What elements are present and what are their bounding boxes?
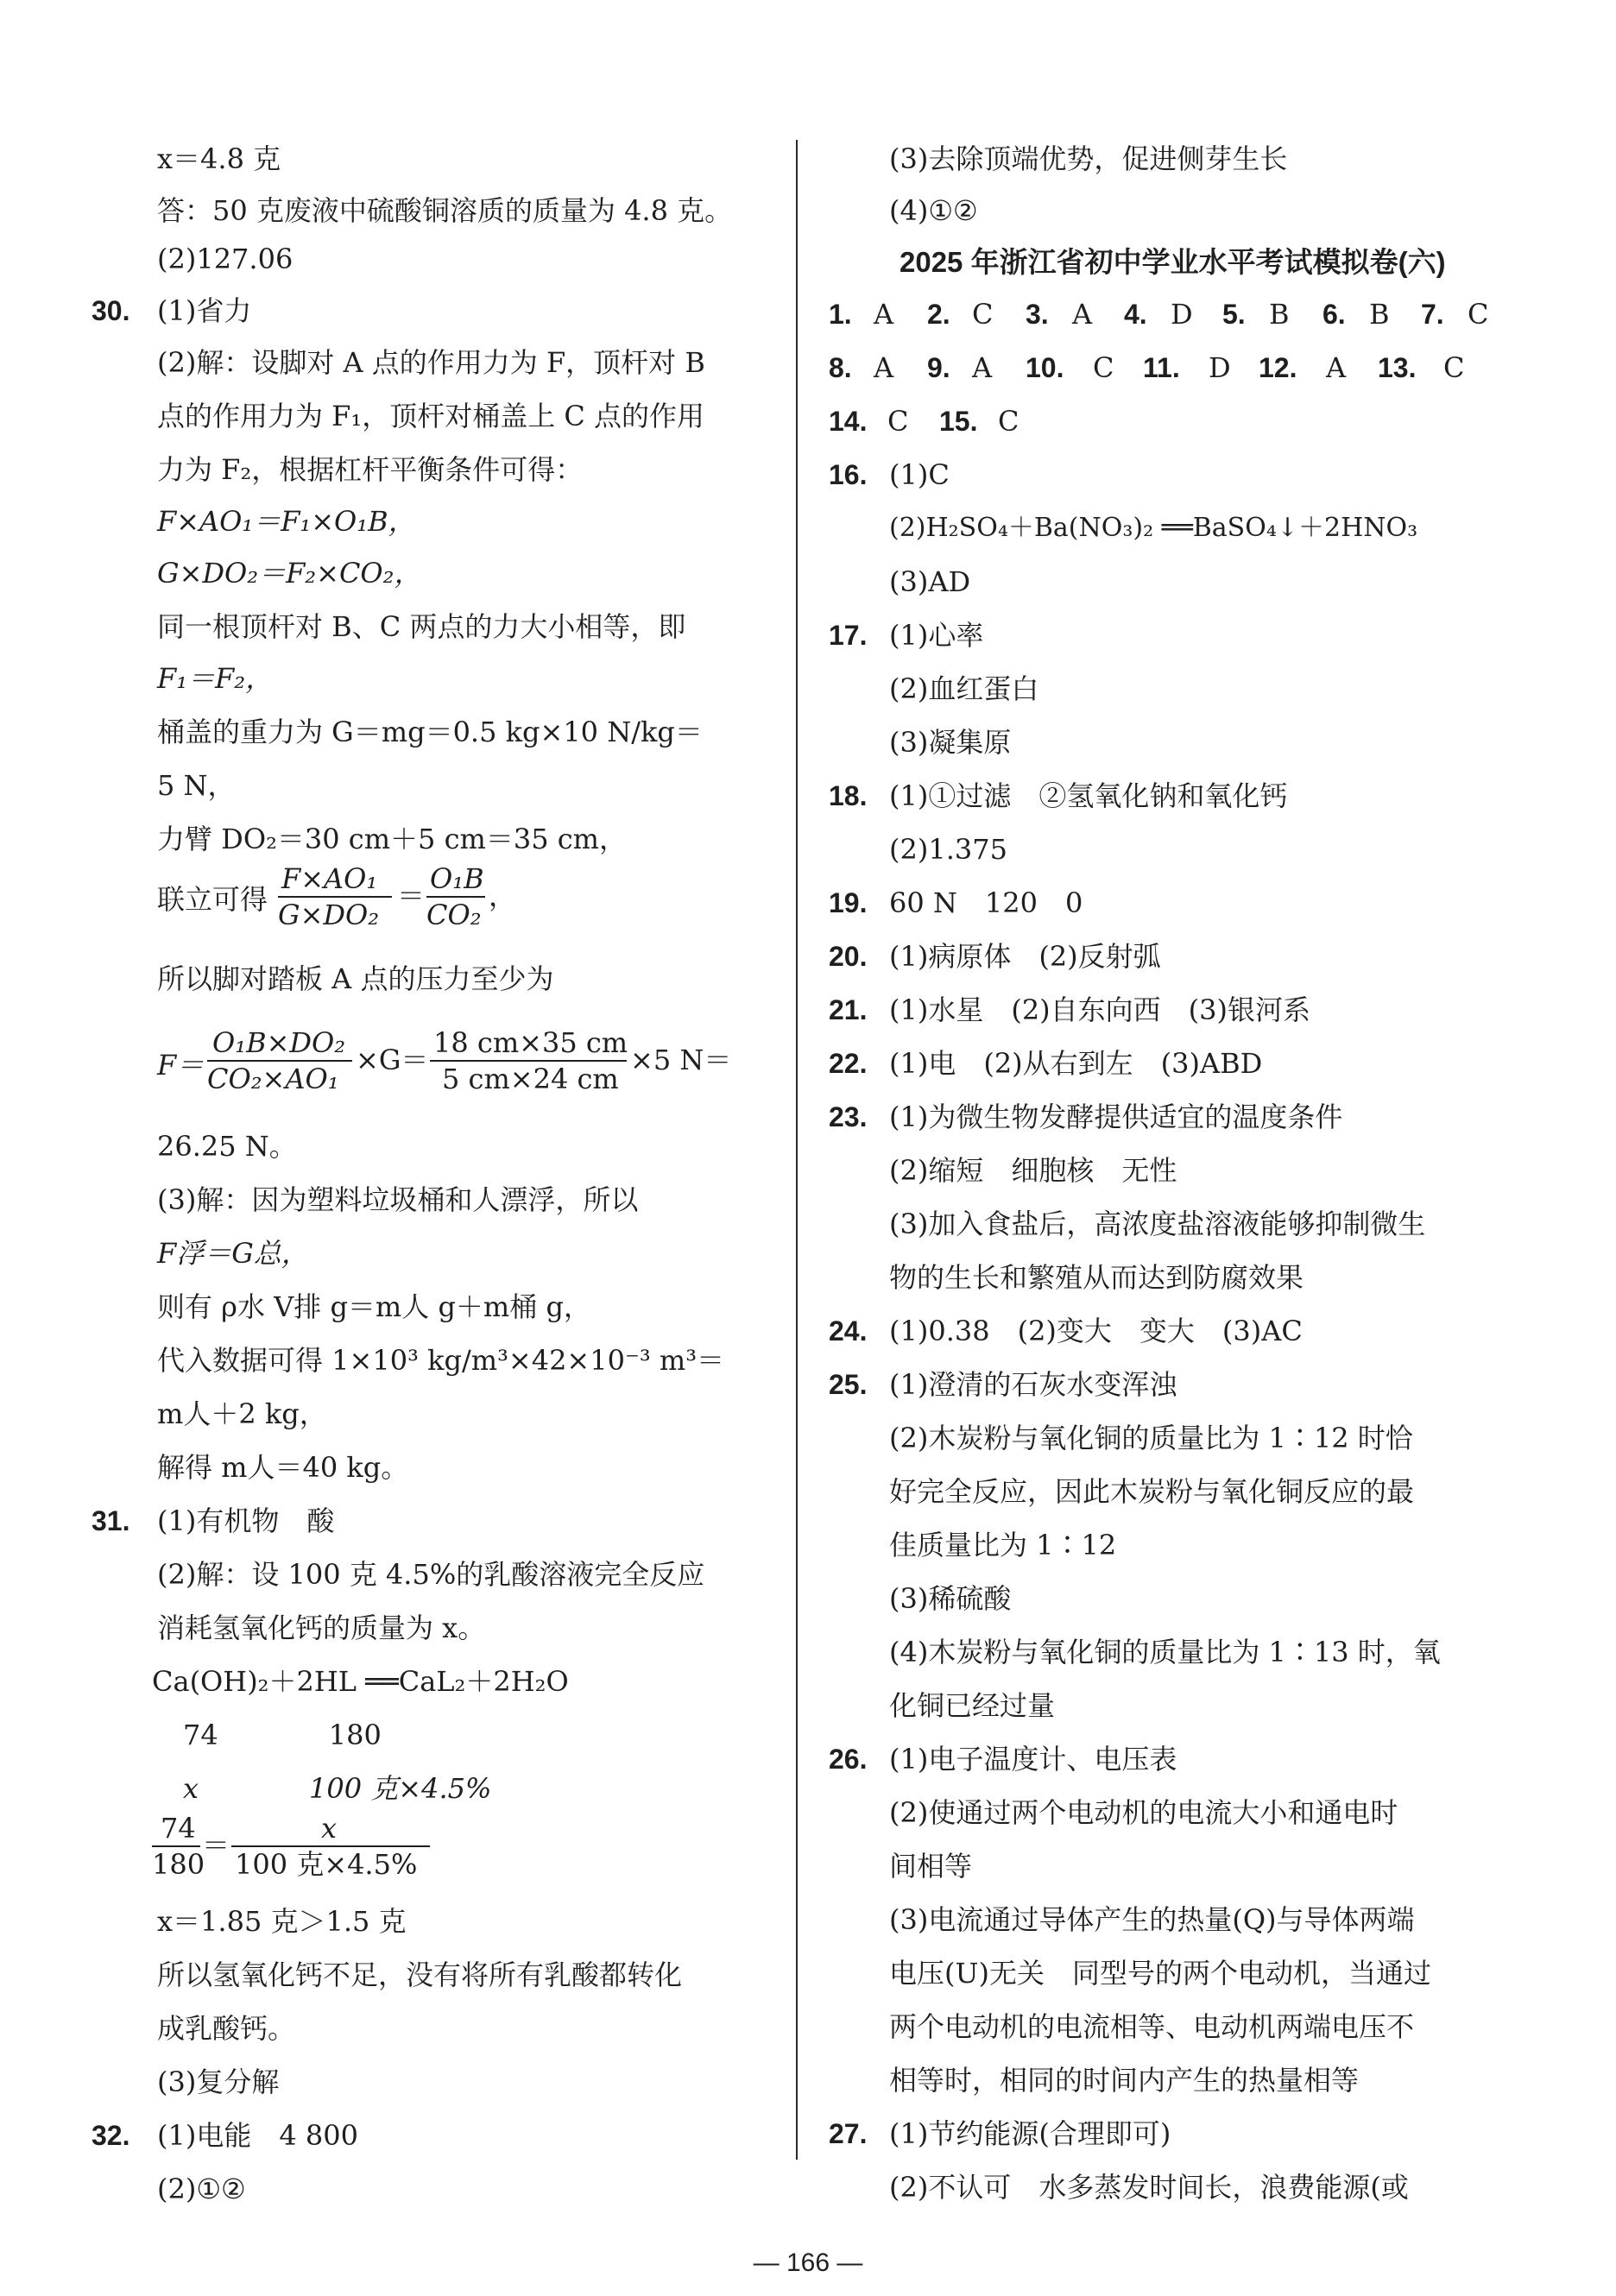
mc-answer: A <box>874 351 894 384</box>
text-line: (1)有机物 酸 <box>157 1504 335 1537</box>
text-line: F浮＝G总， <box>157 1237 309 1270</box>
question-number: 3. <box>1026 299 1049 330</box>
mc-answer: D <box>1171 298 1193 331</box>
text-line: 所以氢氧化钙不足，没有将所有乳酸都转化 <box>157 1959 683 1991</box>
question-number: 26. <box>829 1744 868 1775</box>
answer-line: (1)为微生物发酵提供适宜的温度条件 <box>889 1101 1343 1133</box>
fraction-denominator: 100 克×4.5% <box>235 1848 418 1881</box>
answer-line: (2)使通过两个电动机的电流大小和通电时 <box>889 1796 1398 1829</box>
column-divider <box>796 140 798 2160</box>
text-line: (3)解：因为塑料垃圾桶和人漂浮，所以 <box>157 1183 639 1216</box>
question-number: 11. <box>1143 352 1180 383</box>
text-line: 桶盖的重力为 G＝mg＝0.5 kg×10 N/kg＝ <box>157 716 703 748</box>
text-line: 同一根顶杆对 B、C 两点的力大小相等，即 <box>157 610 686 643</box>
mc-answer: C <box>998 405 1019 438</box>
answer-line: 物的生长和繁殖从而达到防腐效果 <box>889 1261 1304 1294</box>
question-number: 5. <box>1222 299 1246 330</box>
question-number: 25. <box>829 1369 868 1400</box>
mc-answer: A <box>874 298 894 331</box>
text-line: 消耗氢氧化钙的质量为 x。 <box>157 1612 486 1644</box>
fraction-bar <box>278 896 392 898</box>
formula-operator: ×G＝ <box>356 1044 429 1076</box>
fraction-bar <box>426 896 485 898</box>
answer-line: 间相等 <box>889 1850 973 1883</box>
fraction-denominator: CO₂×AO₁ <box>207 1063 339 1095</box>
answer-line: 两个电动机的电流相等、电动机两端电压不 <box>889 2010 1415 2043</box>
question-number: 19. <box>829 887 868 918</box>
question-number: 16. <box>829 459 868 490</box>
question-number: 32. <box>92 2120 130 2151</box>
question-number: 21. <box>829 994 868 1025</box>
fraction-numerator: 74 <box>161 1812 196 1845</box>
text-line: 代入数据可得 1×10³ kg/m³×42×10⁻³ m³＝ <box>157 1344 725 1377</box>
fraction-numerator: O₁B×DO₂ <box>212 1026 346 1059</box>
mc-answer: C <box>972 298 994 331</box>
mc-answer: A <box>1072 298 1093 331</box>
fraction-numerator: 18 cm×35 cm <box>433 1026 628 1059</box>
answer-line: 60 N 120 0 <box>889 886 1083 919</box>
answer-line: (4)木炭粉与氧化铜的质量比为 1∶13 时，氧 <box>889 1636 1441 1668</box>
answer-line: (2)H₂SO₄＋Ba(NO₃)₂ ══BaSO₄↓＋2HNO₃ <box>889 513 1418 543</box>
formula-fraction <box>207 1027 768 1100</box>
question-number: 9. <box>927 352 950 383</box>
answer-line: (1)电 (2)从右到左 (3)ABD <box>889 1047 1263 1080</box>
text-line: 力为 F₂，根据杠杆平衡条件可得： <box>157 453 584 486</box>
mc-answer: C <box>1093 351 1114 384</box>
mc-answer: B <box>1269 298 1290 331</box>
text-line: (3)去除顶端优势，促进侧芽生长 <box>889 142 1288 175</box>
text-line: 答：50 克废液中硫酸铜溶质的质量为 4.8 克。 <box>157 194 733 227</box>
answer-line: (1)心率 <box>889 619 984 652</box>
question-number: 31. <box>92 1505 130 1536</box>
answer-line: (1)电子温度计、电压表 <box>889 1743 1177 1776</box>
text-line: (4)①② <box>889 194 978 227</box>
mc-answer: C <box>887 405 909 438</box>
question-number: 22. <box>829 1048 868 1079</box>
mc-answer: D <box>1209 351 1231 384</box>
fraction-denominator: 5 cm×24 cm <box>442 1063 619 1095</box>
text-line: x 100 克×4.5% <box>183 1772 492 1805</box>
answer-line: (3)凝集原 <box>889 726 1012 759</box>
question-number: 13. <box>1378 352 1417 383</box>
text-line: 联立可得 <box>157 883 268 916</box>
equals-sign: ＝ <box>397 880 426 912</box>
question-number: 27. <box>829 2118 868 2149</box>
text-line: (2)解：设 100 克 4.5%的乳酸溶液完全反应 <box>157 1558 705 1591</box>
answer-line: 佳质量比为 1∶12 <box>889 1529 1117 1561</box>
fraction-bar <box>231 1845 430 1847</box>
answer-line: (2)不认可 水多蒸发时间长，浪费能源(或 <box>889 2171 1409 2204</box>
text-line: 成乳酸钙。 <box>157 2012 296 2045</box>
text-line: (2)①② <box>157 2173 246 2205</box>
answer-line: (2)木炭粉与氧化铜的质量比为 1∶12 时恰 <box>889 1422 1413 1454</box>
text-line: F×AO₁＝F₁×O₁B， <box>157 505 416 538</box>
page-number: — 166 — <box>753 2249 863 2277</box>
question-number: 1. <box>829 299 852 330</box>
answer-line: 相等时，相同的时间内产生的热量相等 <box>889 2064 1360 2097</box>
question-number: 18. <box>829 780 868 811</box>
answer-line: (1)病原体 (2)反射弧 <box>889 940 1161 973</box>
equals-sign: ＝ <box>202 1829 230 1862</box>
fraction-denominator: G×DO₂ <box>278 899 380 931</box>
question-number: 12. <box>1259 352 1297 383</box>
text-line: (2)127.06 <box>157 243 294 275</box>
answer-line: (1)水星 (2)自东向西 (3)银河系 <box>889 993 1310 1026</box>
fraction-bar <box>430 1060 627 1062</box>
text-line: 26.25 N。 <box>157 1130 297 1163</box>
answer-line: 化铜已经过量 <box>889 1689 1056 1722</box>
fraction-denominator: CO₂ <box>426 899 482 931</box>
text-line: 点的作用力为 F₁，顶杆对桶盖上 C 点的作用 <box>157 400 705 432</box>
text-line: (3)复分解 <box>157 2066 280 2098</box>
fraction-bar <box>152 1845 200 1847</box>
answer-line: 电压(U)无关 同型号的两个电动机，当通过 <box>889 1957 1431 1990</box>
question-number: 15. <box>939 406 978 437</box>
text-line: m人＋2 kg， <box>157 1397 327 1430</box>
text-line: 所以脚对踏板 A 点的压力至少为 <box>157 962 554 995</box>
answer-line: (2)血红蛋白 <box>889 672 1039 705</box>
answer-line: (1)0.38 (2)变大 变大 (3)AC <box>889 1315 1303 1347</box>
question-number: 6. <box>1322 299 1346 330</box>
mc-answer: C <box>1468 298 1489 331</box>
text-line: F＝ <box>157 1049 205 1082</box>
question-number: 8. <box>829 352 852 383</box>
formula-fraction <box>278 862 517 936</box>
fraction-bar <box>207 1060 352 1062</box>
text-line: G×DO₂＝F₂×CO₂， <box>157 557 422 590</box>
section-title: 2025 年浙江省初中学业水平考试模拟卷(六) <box>900 246 1446 278</box>
mc-answer: A <box>972 351 993 384</box>
fraction-numerator: O₁B <box>430 862 484 895</box>
answer-line: (1)C <box>889 458 950 491</box>
text-line: x＝4.8 克 <box>157 142 281 175</box>
text-line: x＝1.85 克＞1.5 克 <box>157 1905 407 1938</box>
question-number: 20. <box>829 941 868 972</box>
answer-line: (2)1.375 <box>889 833 1007 866</box>
question-number: 24. <box>829 1315 868 1347</box>
answer-line: (1)节约能源(合理即可) <box>889 2117 1171 2150</box>
question-number: 17. <box>829 620 868 651</box>
text-line: 解得 m人＝40 kg。 <box>157 1451 409 1484</box>
comma: ， <box>489 880 517 912</box>
question-number: 4. <box>1124 299 1147 330</box>
text-line: 5 N， <box>157 769 236 802</box>
question-number: 10. <box>1026 352 1064 383</box>
formula-fraction <box>152 1813 445 1885</box>
answer-line: 好完全反应，因此木炭粉与氧化铜反应的最 <box>889 1475 1415 1508</box>
mc-answer: C <box>1443 351 1465 384</box>
text-line: F₁＝F₂， <box>157 662 274 695</box>
question-number: 7. <box>1421 299 1444 330</box>
answer-line: (1)①过滤 ②氢氧化钠和氧化钙 <box>889 779 1288 812</box>
question-number: 2. <box>927 299 950 330</box>
answer-line: (2)缩短 细胞核 无性 <box>889 1154 1177 1187</box>
text-line: 74 180 <box>183 1719 382 1751</box>
text-line: Ca(OH)₂＋2HL ══CaL₂＋2H₂O <box>152 1665 569 1698</box>
question-number: 14. <box>829 406 868 437</box>
formula-tail: ×5 N＝ <box>630 1044 732 1076</box>
question-number: 30. <box>92 295 130 326</box>
text-line: 力臂 DO₂＝30 cm＋5 cm＝35 cm， <box>157 823 628 855</box>
fraction-denominator: 180 <box>152 1848 205 1881</box>
mc-answer: A <box>1326 351 1347 384</box>
fraction-numerator: F×AO₁ <box>281 862 378 895</box>
question-number: 23. <box>829 1101 868 1132</box>
text-line: (2)解：设脚对 A 点的作用力为 F，顶杆对 B <box>157 346 705 379</box>
answer-line: (3)稀硫酸 <box>889 1582 1012 1615</box>
mc-answer: B <box>1369 298 1390 331</box>
answer-line: (3)加入食盐后，高浓度盐溶液能够抑制微生 <box>889 1208 1426 1240</box>
answer-line: (1)澄清的石灰水变浑浊 <box>889 1368 1177 1401</box>
fraction-numerator: x <box>321 1812 338 1845</box>
text-line: (1)省力 <box>157 294 252 327</box>
text-line: (1)电能 4 800 <box>157 2119 358 2152</box>
answer-line: (3)AD <box>889 565 971 598</box>
text-line: 则有 ρ水 V排 g＝m人 g＋m桶 g， <box>157 1290 591 1323</box>
answer-line: (3)电流通过导体产生的热量(Q)与导体两端 <box>889 1903 1415 1936</box>
